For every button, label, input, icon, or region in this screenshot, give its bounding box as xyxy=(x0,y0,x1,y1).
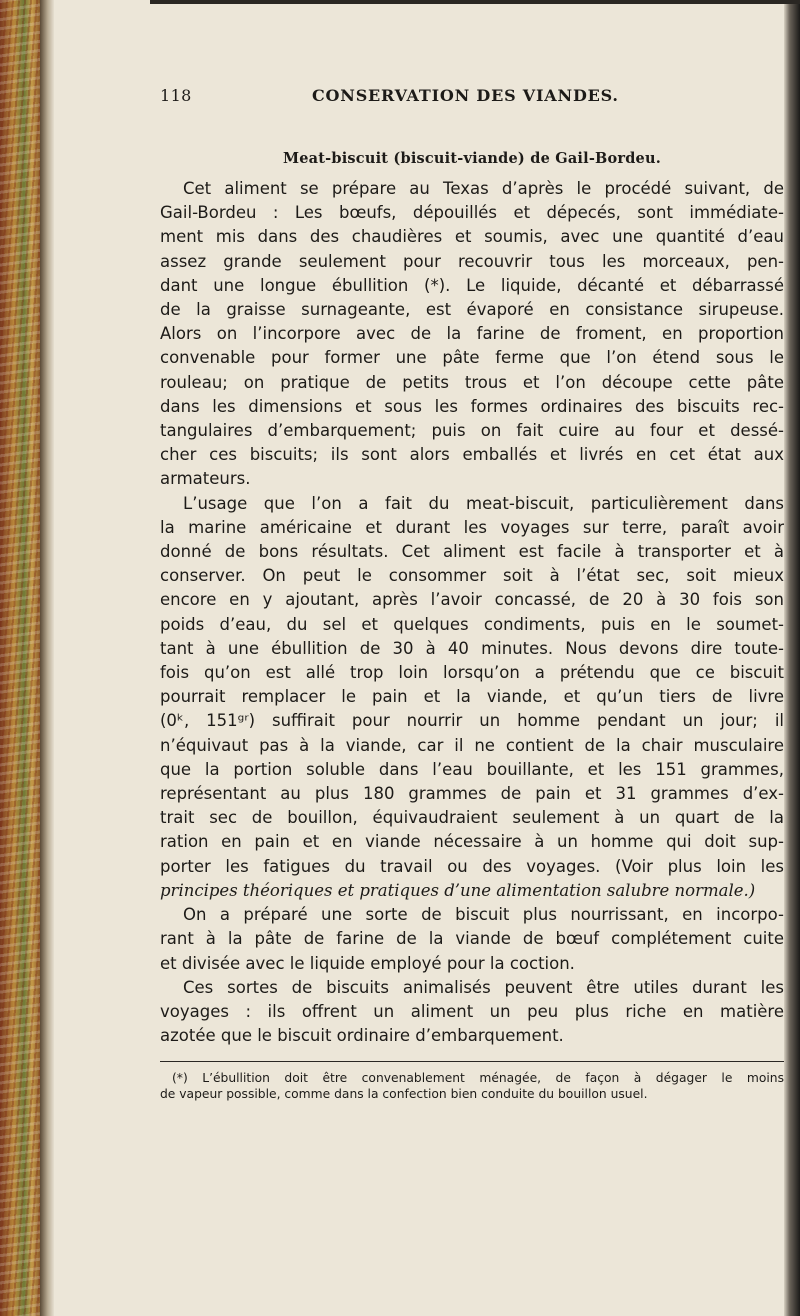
text-line: de la graisse surnageante, est évaporé en consistance sirupeuse. xyxy=(160,300,784,320)
text-line: Gail-Bordeu : Les bœufs, dépouillés et dépecés, sont immédiate- xyxy=(160,203,784,223)
paragraph-4 xyxy=(160,976,784,1049)
text-line: la marine américaine et durant les voyages sur terre, paraît avoir xyxy=(160,517,784,537)
text-line: n’équivaut pas à la viande, car il ne contient de la chair musculaire xyxy=(160,735,784,755)
top-edge-rule xyxy=(150,0,800,4)
text-line: donné de bons résultats. Cet aliment est facile à transporter et à xyxy=(160,542,784,562)
body-text xyxy=(160,177,784,1048)
text-line: représentant au plus 180 grammes de pain et 31 grammes d’ex- xyxy=(160,784,784,804)
text-line: ration en pain et en viande nécessaire à un homme qui doit sup- xyxy=(160,832,784,852)
text-line: armateurs. xyxy=(160,469,251,489)
text-line: conserver. On peut le consommer soit à l’état sec, soit mieux xyxy=(160,566,784,586)
footnote-divider xyxy=(160,1061,784,1062)
text-line: rant à la pâte de farine de la viande de bœuf complétement cuite xyxy=(160,929,784,949)
text-line: Ces sortes de biscuits animalisés peuvent être utiles durant les xyxy=(183,977,784,997)
text-line: que la portion soluble dans l’eau bouillante, et les 151 grammes, xyxy=(160,759,784,779)
text-line: tant à une ébullition de 30 à 40 minutes. Nous devons dire toute- xyxy=(160,638,784,658)
text-line: azotée que le biscuit ordinaire d’embarquement. xyxy=(160,1026,564,1046)
footnote-line: (*) L’ébullition doit être convenablement ménagée, de façon à dégager le moins xyxy=(172,1071,784,1086)
page-number: 118 xyxy=(160,86,192,105)
text-line: assez grande seulement pour recouvrir tous les morceaux, pen- xyxy=(160,251,784,271)
binding-shadow xyxy=(40,0,54,1316)
text-line: encore en y ajoutant, après l’avoir concassé, de 20 à 30 fois son xyxy=(160,590,784,610)
text-line: porter les fatigues du travail ou des voyages. (Voir plus loin les xyxy=(160,856,784,876)
text-line: et divisée avec le liquide employé pour la coction. xyxy=(160,953,575,973)
footnote xyxy=(160,1070,784,1102)
text-line: (0ᵏ, 151ᵍʳ) suffirait pour nourrir un homme pendant un jour; il xyxy=(160,711,784,731)
running-head xyxy=(160,86,784,112)
text-line: pourrait remplacer le pain et la viande, et qu’un tiers de livre xyxy=(160,687,784,707)
footnote-line: de vapeur possible, comme dans la confection bien conduite du bouillon usuel. xyxy=(160,1087,648,1102)
text-line: L’usage que l’on a fait du meat-biscuit, particulièrement dans xyxy=(183,493,784,513)
text-line: On a préparé une sorte de biscuit plus nourrissant, en incorpo- xyxy=(183,905,784,925)
paragraph-3 xyxy=(160,903,784,976)
text-line: Alors on l’incorpore avec de la farine de froment, en proportion xyxy=(160,324,784,344)
book-page xyxy=(160,86,784,1102)
text-line: trait sec de bouillon, équivaudraient seulement à un quart de la xyxy=(160,808,784,828)
text-line: poids d’eau, du sel et quelques condiments, puis en le soumet- xyxy=(160,614,784,634)
text-line: cher ces biscuits; ils sont alors emballés et livrés en cet état aux xyxy=(160,445,784,465)
text-line: voyages : ils offrent un aliment un peu plus riche en matière xyxy=(160,1001,784,1021)
text-line: dant une longue ébullition (*). Le liquide, décanté et débarrassé xyxy=(160,275,784,295)
book-binding-strip xyxy=(0,0,40,1316)
page-right-edge xyxy=(784,0,800,1316)
paragraph-2 xyxy=(160,492,784,903)
text-line: tangulaires d’embarquement; puis on fait cuire au four et dessé- xyxy=(160,421,784,441)
text-line: fois qu’on est allé trop loin lorsqu’on a prétendu que ce biscuit xyxy=(160,663,784,683)
section-heading: Meat-biscuit (biscuit-viande) de Gail-Bordeu. xyxy=(283,150,661,167)
text-line: ment mis dans des chaudières et soumis, avec une quantité d’eau xyxy=(160,227,784,247)
running-title: CONSERVATION DES VIANDES. xyxy=(312,86,619,105)
text-line: Cet aliment se prépare au Texas d’après le procédé suivant, de xyxy=(183,179,784,198)
paragraph-1 xyxy=(160,177,784,492)
text-line: convenable pour former une pâte ferme que l’on étend sous le xyxy=(160,348,784,368)
text-line: dans les dimensions et sous les formes ordinaires des biscuits rec- xyxy=(160,396,784,416)
text-line: rouleau; on pratique de petits trous et l’on découpe cette pâte xyxy=(160,372,784,392)
italic-reference-line: principes théoriques et pratiques d’une alimentation salubre normale.) xyxy=(160,880,756,900)
